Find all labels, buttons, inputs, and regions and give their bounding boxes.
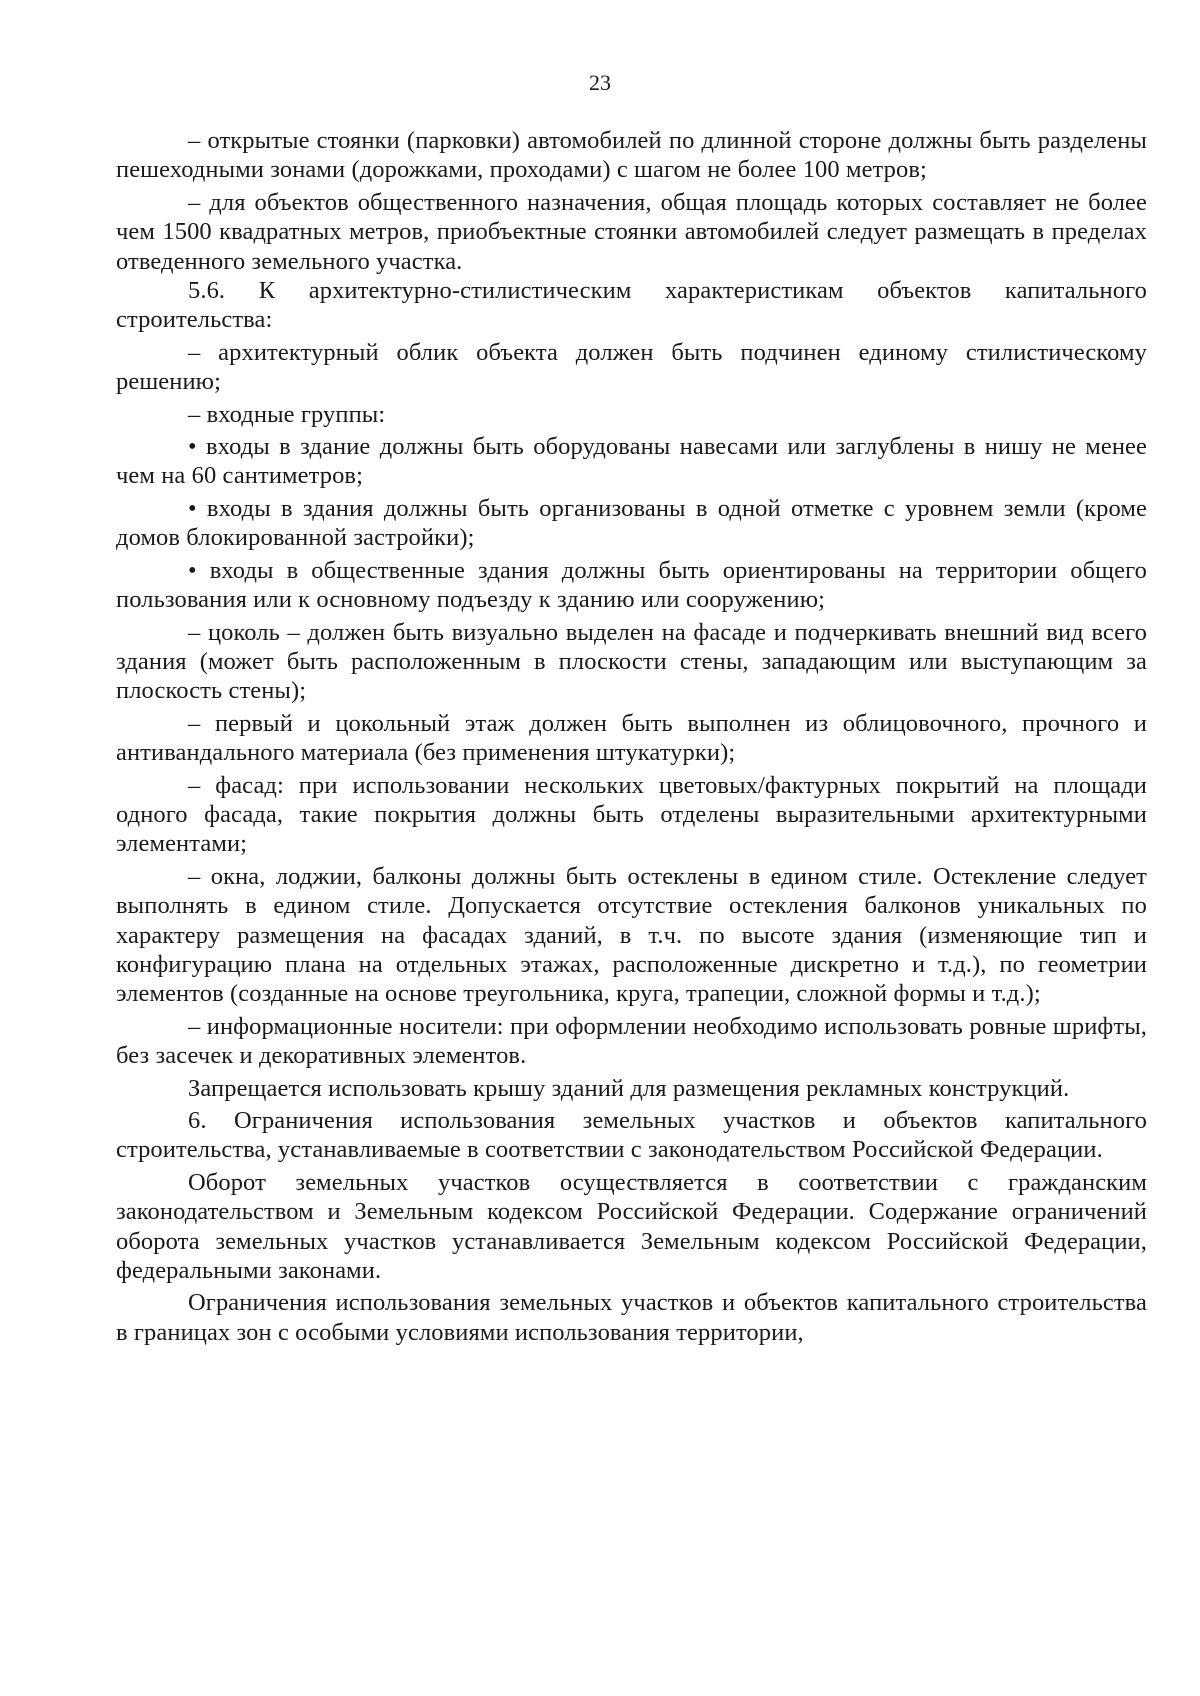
paragraph-public-objects-parking: – для объектов общественного назначения, общая площадь которых составляет не более чем 1500 квадратных метров, приобъектные стоянки автомобилей следует размещать в пределах отведенного земельного участка.	[116, 188, 1147, 275]
paragraph-roof-advertising: Запрещается использовать крышу зданий для размещения рекламных конструкций.	[188, 1074, 1070, 1102]
paragraph-plinth: – цоколь – должен быть визуально выделен на фасаде и подчеркивать внешний вид всего здания (может быть расположенным в плоскости стены, западающим или выступающим за плоскость стены);	[116, 618, 1147, 705]
paragraph-entrance-canopies: • входы в здание должны быть оборудованы навесами или заглублены в нишу не менее чем на 60 сантиметров;	[116, 433, 1147, 490]
paragraph-information-carriers: – информационные носители: при оформлении необходимо использовать ровные шрифты, без засечек и декоративных элементов.	[116, 1012, 1147, 1070]
paragraph-special-zones: Ограничения использования земельных участков и объектов капитального строительства в границах зон с особыми условиями использования территории,	[116, 1289, 1147, 1346]
paragraph-section-5-6: 5.6. К архитектурно-стилистическим характеристикам объектов капитального строительства:	[116, 277, 1147, 334]
page-number: 23	[589, 70, 611, 95]
paragraph-entrance-orientation: • входы в общественные здания должны быть ориентированы на территории общего пользования или к основному подъезду к зданию или сооружению;	[116, 556, 1147, 614]
paragraph-land-circulation: Оборот земельных участков осуществляется в соответствии с гражданским законодательством и Земельным кодексом Российской Федерации. Содержание ограничений оборота земельных участков устанавливается Земельным кодексом Российской Федерации, федеральными законами.	[116, 1168, 1147, 1285]
paragraph-facade: – фасад: при использовании нескольких цветовых/фактурных покрытий на площади одного фасада, такие покрытия должны быть отделены выразительными архитектурными элементами;	[116, 771, 1147, 858]
paragraph-parking-zones: – открытые стоянки (парковки) автомобилей по длинной стороне должны быть разделены пешеходными зонами (дорожками, проходами) с шагом не более 100 метров;	[116, 127, 1147, 184]
paragraph-entrance-ground-level: • входы в здания должны быть организованы в одной отметке с уровнем земли (кроме домов блокированной застройки);	[116, 494, 1147, 552]
paragraph-section-6: 6. Ограничения использования земельных участков и объектов капитального строительства, устанавливаемые в соответствии с законодательством Российской Федерации.	[116, 1107, 1147, 1164]
paragraph-entrance-groups: – входные группы:	[188, 400, 386, 428]
document-body	[116, 126, 1147, 1347]
paragraph-glazing: – окна, лоджии, балконы должны быть остеклены в едином стиле. Остекление следует выполнять в едином стиле. Допускается отсутствие остекления балконов уникальных по характеру размещения на фасадах зданий, в т.ч. по высоте здания (изменяющие тип и конфигурацию плана на отдельных этажах, расположенные дискретно и т.д.), по геометрии элементов (созданные на основе треугольника, круга, трапеции, сложной формы и т.д.);	[116, 862, 1147, 1008]
paragraph-first-floor-material: – первый и цокольный этаж должен быть выполнен из облицовочного, прочного и антивандального материала (без применения штукатурки);	[116, 709, 1147, 767]
paragraph-architectural-appearance: – архитектурный облик объекта должен быть подчинен единому стилистическому решению;	[116, 338, 1147, 396]
